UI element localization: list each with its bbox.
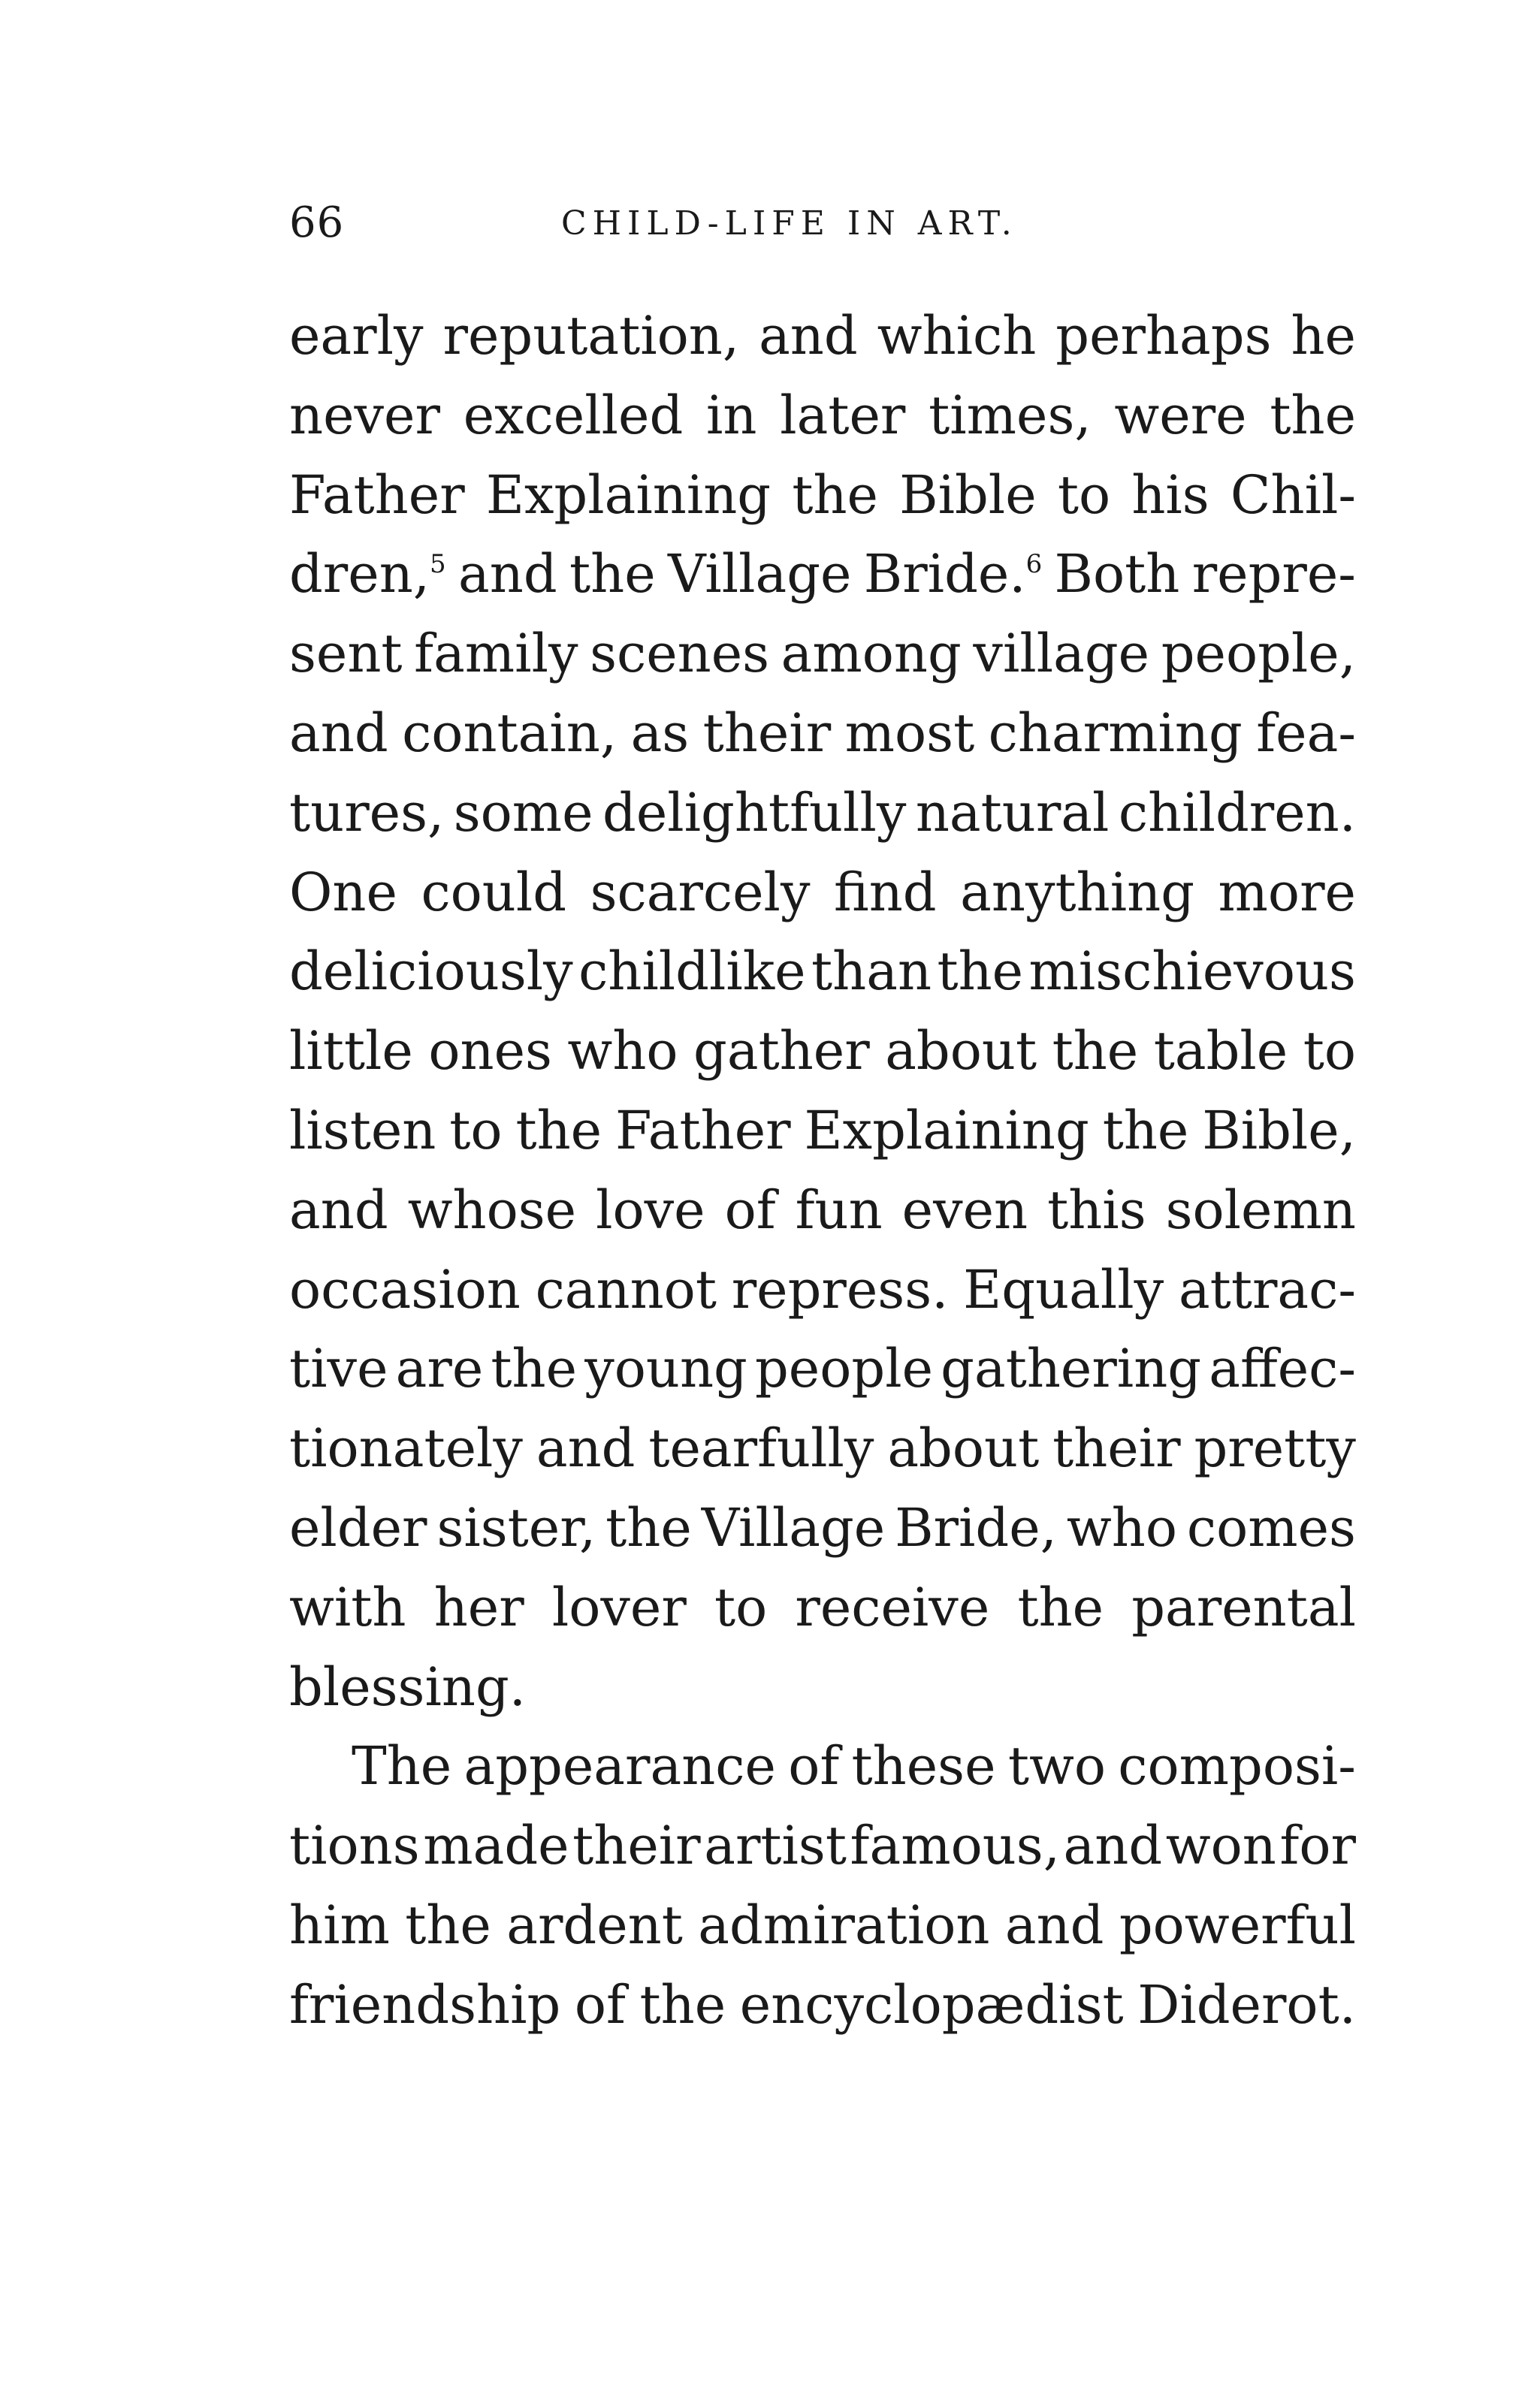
- word: even: [901, 1179, 1028, 1241]
- word: charming: [988, 702, 1243, 764]
- word: two: [1007, 1735, 1107, 1798]
- word: than: [811, 940, 932, 1003]
- text-line: [289, 1489, 1356, 1568]
- word: early: [289, 305, 424, 367]
- word: anything: [960, 861, 1195, 923]
- word: Both: [1054, 543, 1180, 605]
- text-line: [289, 297, 1356, 376]
- word: the: [491, 1338, 578, 1400]
- page-number: 66: [289, 198, 345, 247]
- word: the: [1102, 1099, 1189, 1161]
- word: excelled: [463, 384, 684, 446]
- text-line: [289, 1409, 1356, 1489]
- word: affec-: [1209, 1338, 1356, 1400]
- word: young: [584, 1338, 747, 1400]
- word: tionately: [289, 1417, 523, 1480]
- word: gathering: [941, 1338, 1202, 1400]
- word: Bible,: [1202, 1099, 1356, 1161]
- word: he: [1291, 305, 1356, 367]
- text-line: [289, 1807, 1356, 1886]
- word: his: [1131, 463, 1209, 526]
- word: contain,: [402, 702, 618, 764]
- word: people,: [1161, 623, 1356, 685]
- text-line: [289, 1648, 1356, 1728]
- word: listen: [289, 1099, 436, 1161]
- word: artist: [704, 1815, 847, 1877]
- text-line: [289, 774, 1356, 853]
- word: the: [639, 1973, 726, 2036]
- word: tions: [289, 1815, 420, 1877]
- word: village: [973, 623, 1150, 685]
- word: cannot: [535, 1258, 717, 1321]
- word: who: [1066, 1496, 1177, 1559]
- word: table: [1153, 1020, 1288, 1082]
- body-text: [289, 297, 1356, 2045]
- word: are: [395, 1338, 484, 1400]
- word: with: [289, 1576, 406, 1638]
- word: the: [1270, 384, 1356, 446]
- word: in: [706, 384, 757, 446]
- text-line: [289, 1568, 1356, 1648]
- word: among: [781, 623, 962, 685]
- word: and: [1004, 1894, 1104, 1956]
- word: and: [289, 1179, 388, 1241]
- footnote-marker: 5: [430, 549, 446, 580]
- word: this: [1047, 1179, 1146, 1241]
- word: won: [1165, 1815, 1276, 1877]
- word: natural: [915, 781, 1110, 844]
- word: more: [1218, 861, 1356, 923]
- word: of: [724, 1179, 776, 1241]
- text-line: [289, 614, 1356, 694]
- word: him: [289, 1894, 390, 1956]
- footnote-marker: 6: [1025, 549, 1043, 580]
- word: ones: [428, 1020, 552, 1082]
- word: tearfully: [648, 1417, 874, 1480]
- word: and: [759, 305, 858, 367]
- word: Father: [614, 1099, 791, 1161]
- word: most: [844, 702, 975, 764]
- word: sister,: [436, 1496, 596, 1559]
- word: repre-: [1191, 543, 1356, 605]
- word: to: [714, 1576, 768, 1638]
- text-line: [289, 1886, 1356, 1966]
- word: perhaps: [1055, 305, 1272, 367]
- word: as: [630, 702, 690, 764]
- word: tures,: [289, 781, 445, 844]
- word: love: [596, 1179, 705, 1241]
- word: powerful: [1119, 1894, 1356, 1956]
- word: solemn: [1165, 1179, 1356, 1241]
- word: dren,$^5$: [289, 543, 446, 605]
- word: some: [453, 781, 593, 844]
- word: composi-: [1118, 1735, 1356, 1798]
- word: admiration: [698, 1894, 990, 1956]
- word: ardent: [506, 1894, 683, 1956]
- word: fea-: [1256, 702, 1356, 764]
- word: later: [780, 384, 906, 446]
- word: receive: [795, 1576, 990, 1638]
- word: family: [414, 623, 578, 685]
- word: the: [792, 463, 878, 526]
- word: attrac-: [1178, 1258, 1356, 1321]
- text-line: [289, 694, 1356, 774]
- word: their: [572, 1815, 701, 1877]
- word: which: [877, 305, 1037, 367]
- word: people: [755, 1338, 934, 1400]
- word: their: [702, 702, 832, 764]
- word: Chil-: [1230, 463, 1356, 526]
- word: repress.: [731, 1258, 949, 1321]
- word: Explaining: [804, 1099, 1089, 1161]
- word: the: [1052, 1020, 1139, 1082]
- word: little: [289, 1020, 413, 1082]
- text-line: [289, 456, 1356, 536]
- text-line: [289, 1966, 1356, 2045]
- word: childlike: [578, 940, 806, 1003]
- word: blessing.: [289, 1656, 526, 1718]
- word: find: [834, 861, 937, 923]
- word: appearance: [464, 1735, 776, 1798]
- word: occasion: [289, 1258, 521, 1321]
- word: made: [423, 1815, 569, 1877]
- word: her: [433, 1576, 524, 1638]
- word: to: [449, 1099, 503, 1161]
- word: scenes: [590, 623, 770, 685]
- word: to: [1057, 463, 1111, 526]
- word: reputation,: [442, 305, 740, 367]
- word: Village: [667, 543, 852, 605]
- word: the: [405, 1894, 491, 1956]
- word: of: [788, 1735, 840, 1798]
- word: to: [1303, 1020, 1356, 1082]
- text-line: [289, 853, 1356, 933]
- word: encyclopædist: [739, 1973, 1124, 2036]
- word: about: [887, 1417, 1040, 1480]
- word: Bride,: [895, 1496, 1057, 1559]
- word: scarcely: [590, 861, 811, 923]
- word: whose: [407, 1179, 577, 1241]
- word: lover: [551, 1576, 687, 1638]
- text-line: [289, 376, 1356, 456]
- word: deliciously: [289, 940, 573, 1003]
- word: never: [289, 384, 440, 446]
- word: children.: [1118, 781, 1356, 844]
- word: Bride.$^6$: [863, 543, 1043, 605]
- text-line: [289, 1330, 1356, 1409]
- running-head: [289, 197, 1356, 257]
- word: for: [1279, 1815, 1356, 1877]
- word: who: [567, 1020, 678, 1082]
- word: the: [515, 1099, 602, 1161]
- text-line: [289, 1171, 1356, 1251]
- word: Father: [289, 463, 465, 526]
- paragraph-2: [289, 1727, 1356, 2045]
- word: tive: [289, 1338, 388, 1400]
- word: the: [937, 940, 1024, 1003]
- word: and: [289, 702, 388, 764]
- word: Village: [701, 1496, 886, 1559]
- word: Explaining: [485, 463, 772, 526]
- word: about: [885, 1020, 1037, 1082]
- word: were: [1114, 384, 1247, 446]
- word: times,: [929, 384, 1092, 446]
- word: pretty: [1194, 1417, 1356, 1480]
- text-line: [289, 1727, 1356, 1807]
- word: delightfully: [602, 781, 907, 844]
- word: and: [458, 543, 557, 605]
- word: the: [569, 543, 656, 605]
- word: mischievous: [1028, 940, 1356, 1003]
- text-line-with-footnote-refs: [289, 535, 1356, 614]
- word: comes: [1186, 1496, 1356, 1559]
- word: Bible: [899, 463, 1037, 526]
- word: these: [851, 1735, 996, 1798]
- word: Diderot.: [1137, 1973, 1356, 2036]
- word: sent: [289, 623, 403, 685]
- word: gather: [693, 1020, 870, 1082]
- word: friendship: [289, 1973, 561, 2036]
- text-line: [289, 1251, 1356, 1330]
- paragraph-1: [289, 297, 1356, 1727]
- word: elder: [289, 1496, 427, 1559]
- word: parental: [1131, 1576, 1356, 1638]
- word: famous,: [850, 1815, 1060, 1877]
- word: the: [605, 1496, 692, 1559]
- word: and: [536, 1417, 636, 1480]
- text-line: [289, 932, 1356, 1012]
- word: their: [1052, 1417, 1181, 1480]
- word: of: [574, 1973, 626, 2036]
- text-line: [289, 1012, 1356, 1091]
- text-line: [289, 1091, 1356, 1171]
- word: and: [1063, 1815, 1163, 1877]
- word: fun: [795, 1179, 883, 1241]
- word: Equally: [963, 1258, 1164, 1321]
- running-title: CHILD-LIFE IN ART.: [561, 204, 1018, 243]
- word: could: [421, 861, 567, 923]
- word: the: [1017, 1576, 1104, 1638]
- word: One: [289, 861, 397, 923]
- word: The: [352, 1735, 452, 1798]
